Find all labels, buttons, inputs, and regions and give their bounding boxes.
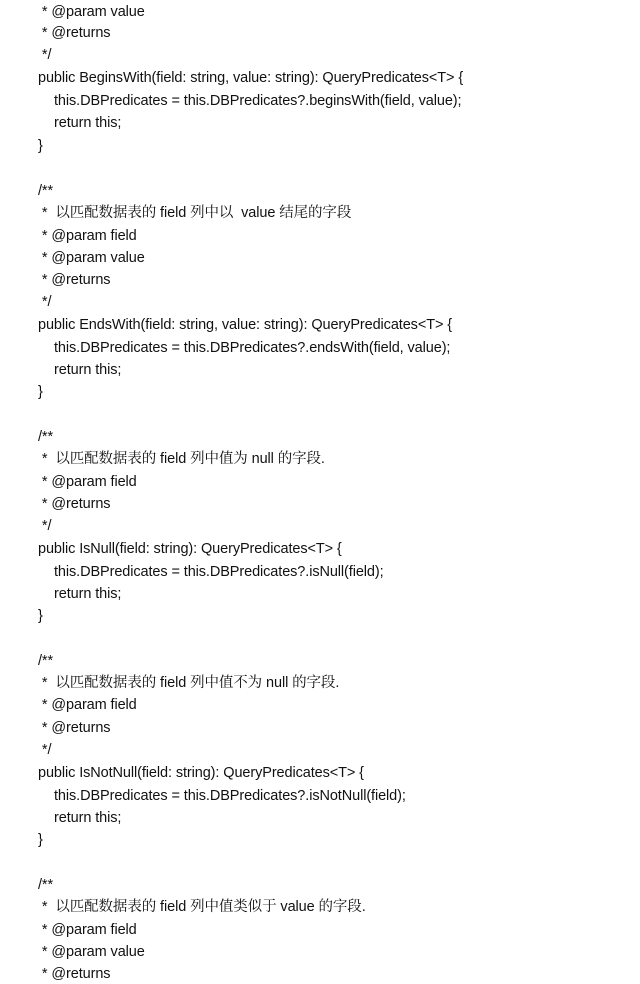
code-line: * 以匹配数据表的 field 列中值类似于 value 的字段. [38, 899, 366, 915]
code-line: * @param field [38, 474, 137, 490]
code-line: } [38, 832, 43, 848]
code-line: * @returns [38, 720, 111, 736]
code-line: public BeginsWith(field: string, value: string): QueryPredicates<T> { [38, 70, 464, 86]
code-line: this.DBPredicates = this.DBPredicates?.endsWith(field, value); [54, 340, 451, 356]
code-line: this.DBPredicates = this.DBPredicates?.isNotNull(field); [54, 788, 406, 804]
code-line: * @returns [38, 272, 111, 288]
code-line: } [38, 138, 43, 154]
code-line: * @returns [38, 25, 111, 41]
code-line: * @param value [38, 4, 145, 20]
code-line: * @param field [38, 922, 137, 938]
code-line: */ [38, 294, 52, 310]
code-line: return this; [54, 810, 122, 826]
code-line: * @returns [38, 496, 111, 512]
code-line: } [38, 384, 43, 400]
code-line: */ [38, 742, 52, 758]
code-line: public IsNull(field: string): QueryPredicates<T> { [38, 541, 342, 557]
code-line: * @param field [38, 228, 137, 244]
code-line: * @param field [38, 697, 137, 713]
code-line: /** [38, 877, 54, 893]
code-line: this.DBPredicates = this.DBPredicates?.isNull(field); [54, 564, 384, 580]
code-line: return this; [54, 115, 122, 131]
code-line: /** [38, 653, 54, 669]
code-line: public IsNotNull(field: string): QueryPredicates<T> { [38, 765, 364, 781]
code-line: } [38, 608, 43, 624]
code-line: * @returns [38, 966, 111, 982]
code-line: this.DBPredicates = this.DBPredicates?.beginsWith(field, value); [54, 93, 462, 109]
code-line: return this; [54, 362, 122, 378]
code-line: /** [38, 183, 54, 199]
code-line: * 以匹配数据表的 field 列中值不为 null 的字段. [38, 675, 340, 691]
code-line: */ [38, 518, 52, 534]
code-line: /** [38, 429, 54, 445]
code-line: return this; [54, 586, 122, 602]
code-line: * 以匹配数据表的 field 列中值为 null 的字段. [38, 451, 325, 467]
code-line: * 以匹配数据表的 field 列中以 value 结尾的字段 [38, 205, 352, 221]
code-line: public EndsWith(field: string, value: string): QueryPredicates<T> { [38, 317, 452, 333]
code-line: */ [38, 47, 52, 63]
code-line: * @param value [38, 944, 145, 960]
code-line: * @param value [38, 250, 145, 266]
